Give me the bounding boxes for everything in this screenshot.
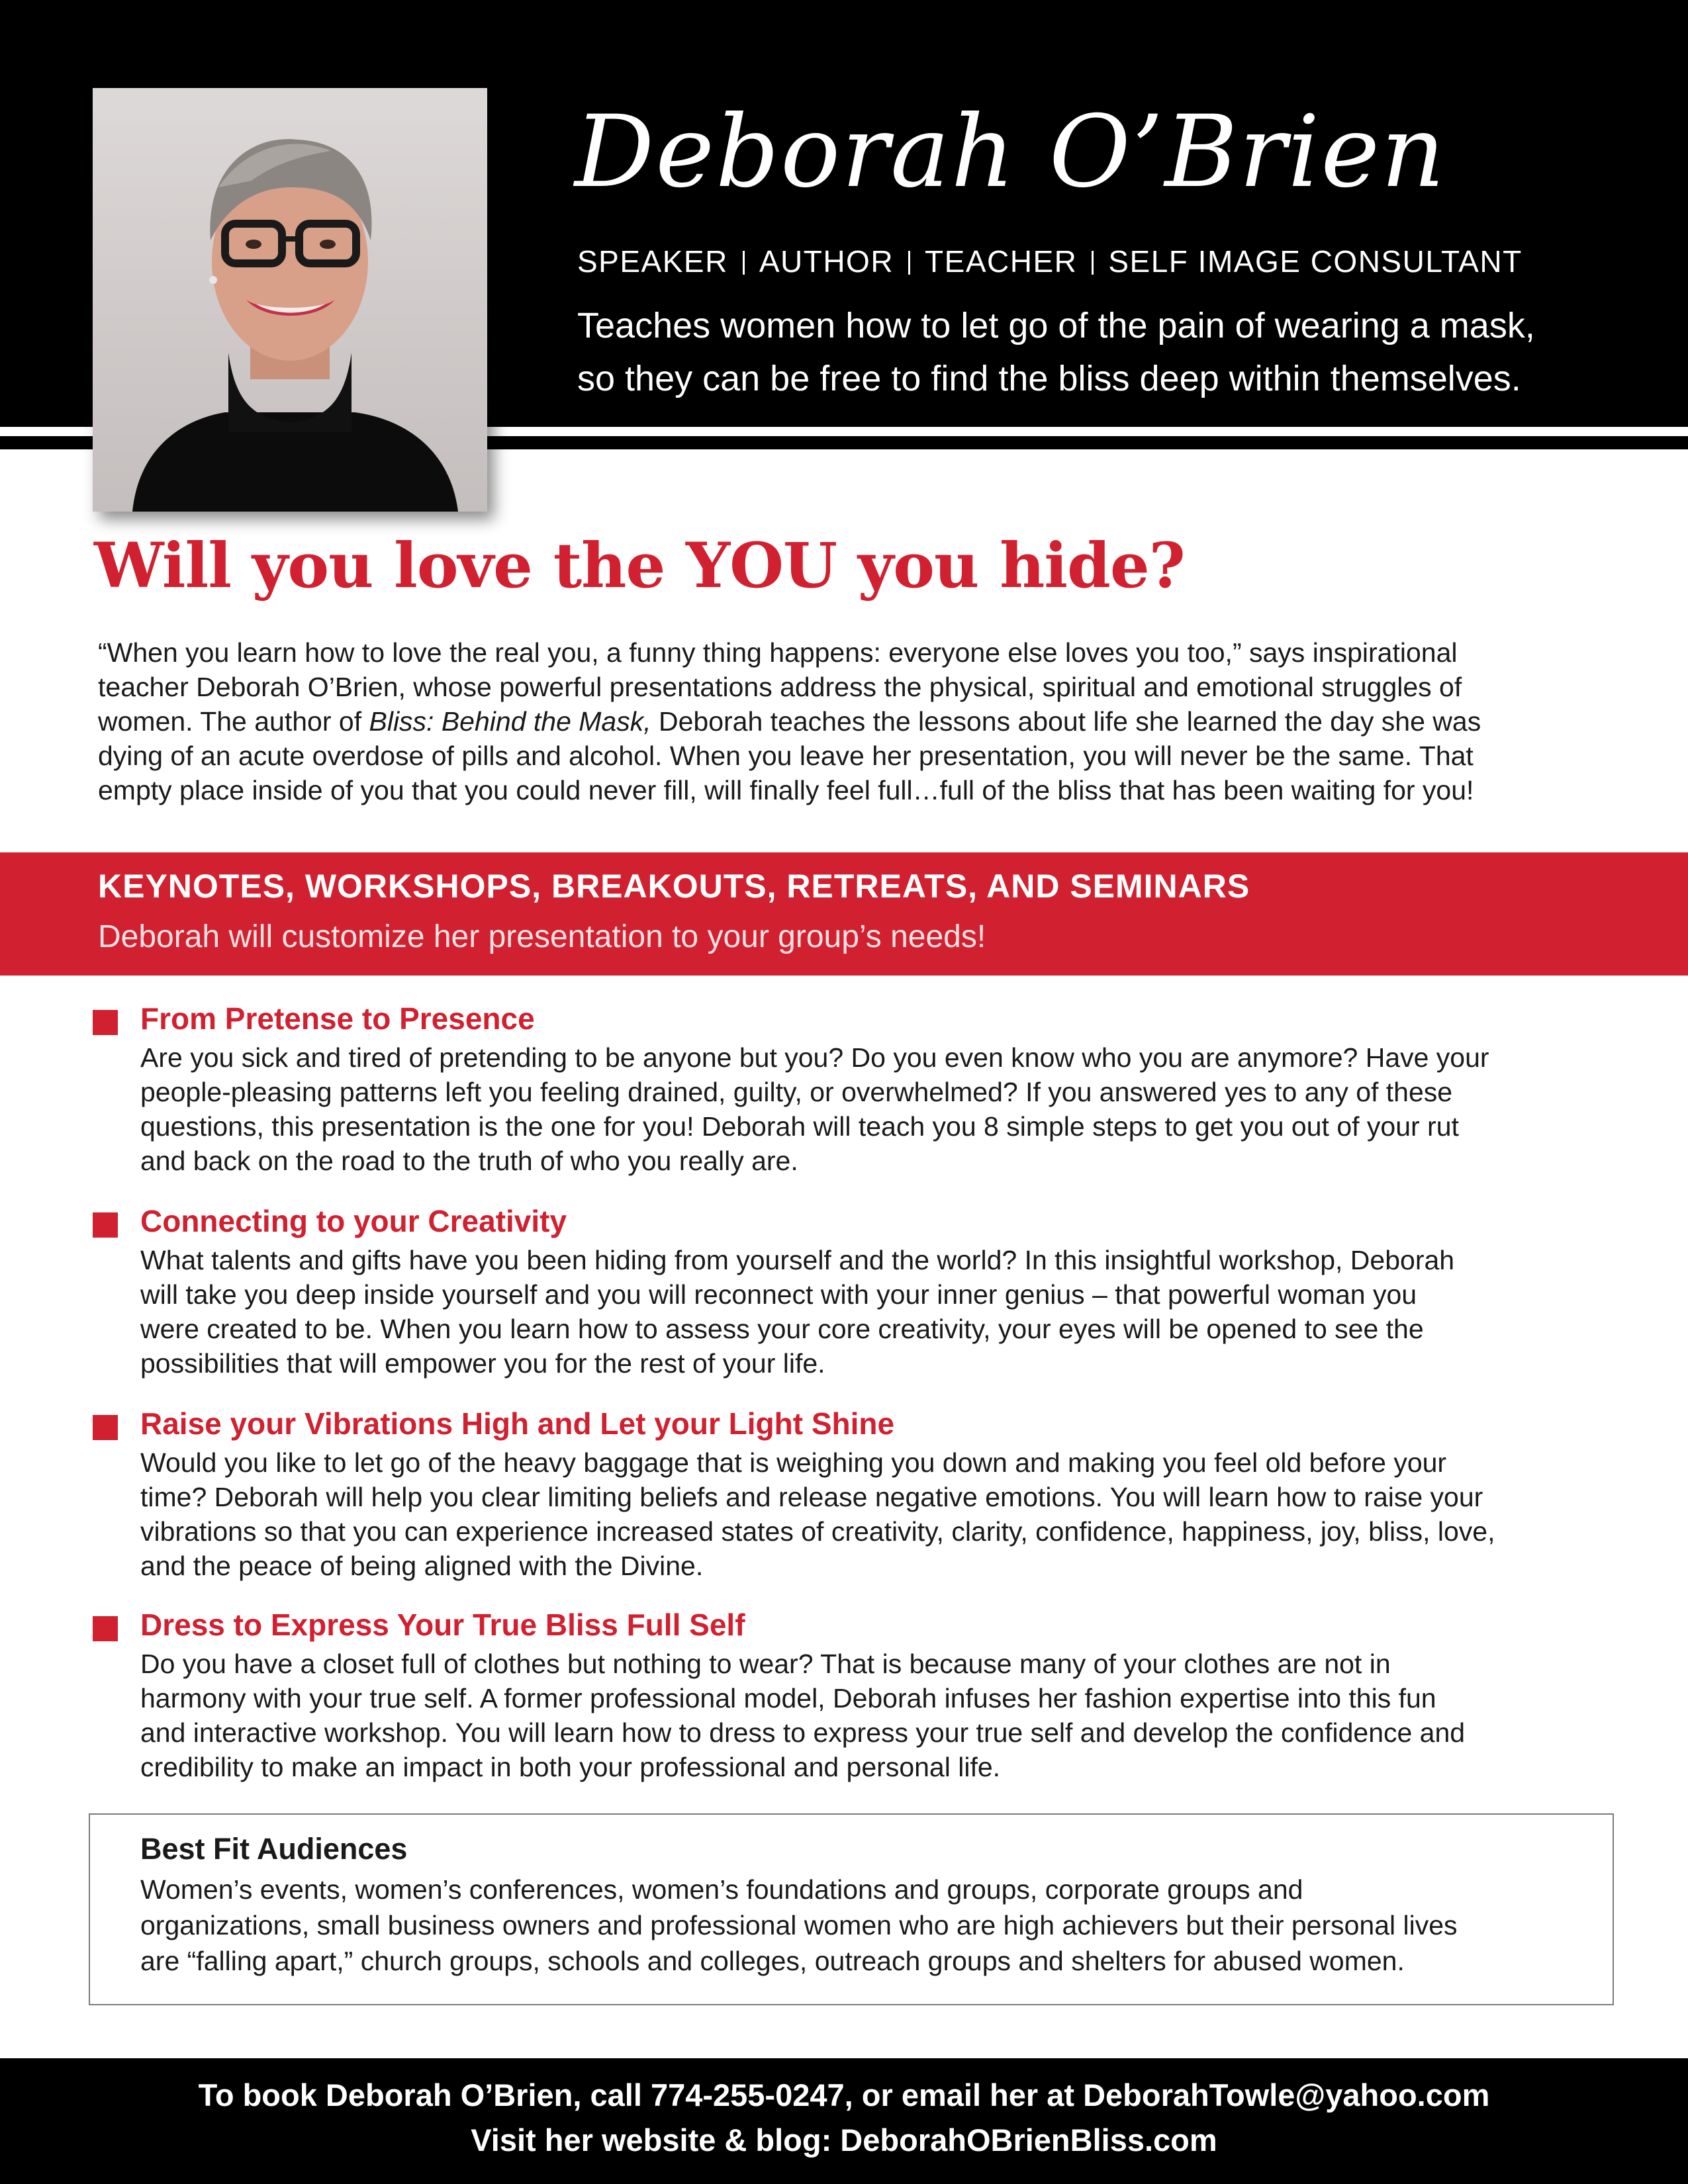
intro-paragraph <box>98 635 1620 807</box>
square-bullet-icon <box>93 1212 118 1238</box>
session-line: and back on the road to the truth of who you really are. <box>140 1146 798 1176</box>
session-line: will take you deep inside yourself and you will reconnect with your inner genius – that powerful woman you <box>140 1279 1417 1310</box>
footer-band <box>0 2058 1688 2184</box>
role-divider <box>743 251 745 275</box>
audiences-title: Best Fit Audiences <box>140 1832 408 1866</box>
session-line: people-pleasing patterns left you feeling drained, guilty, or overwhelmed? If you answered yes to any of these <box>140 1077 1453 1107</box>
session-title: Dress to Express Your True Bliss Full Self <box>140 1608 745 1642</box>
session-line: time? Deborah will help you clear limiting beliefs and release negative emotions. You will learn how to raise your <box>140 1482 1483 1512</box>
intro-line: empty place inside of you that you could never fill, will finally feel full…full of the bliss that has been waiting for you! <box>98 775 1474 805</box>
tagline-line: Teaches women how to let go of the pain of wearing a mask, <box>577 306 1535 345</box>
session-title: From Pretense to Presence <box>140 1001 535 1036</box>
session-line: What talents and gifts have you been hiding from yourself and the world? In this insightful workshop, Deborah <box>140 1245 1455 1275</box>
session-description <box>140 1040 1615 1178</box>
audiences-line: organizations, small business owners and professional women who are high achievers but their personal lives <box>140 1910 1458 1940</box>
role-item: SPEAKER <box>577 244 728 279</box>
role-item: AUTHOR <box>759 244 894 279</box>
session-line: and the peace of being aligned with the Divine. <box>140 1551 704 1581</box>
session-line: were created to be. When you learn how to assess your core creativity, your eyes will be opened to see the <box>140 1314 1424 1344</box>
intro-line: dying of an acute overdose of pills and alcohol. When you leave her presentation, you will never be the same. That <box>98 741 1474 771</box>
banner-subtitle: Deborah will customize her presentation to your group’s needs! <box>98 919 986 954</box>
session-title: Raise your Vibrations High and Let your Light Shine <box>140 1406 895 1441</box>
tagline-line: so they can be free to find the bliss deep within themselves. <box>577 359 1521 398</box>
intro-line: teacher Deborah O’Brien, whose powerful presentations address the physical, spiritual and emotional struggles of <box>98 672 1462 702</box>
tagline <box>577 299 1610 405</box>
session-description <box>140 1243 1615 1381</box>
banner-title: KEYNOTES, WORKSHOPS, BREAKOUTS, RETREATS, AND SEMINARS <box>98 868 1250 905</box>
role-divider <box>908 251 910 275</box>
intro-text: Deborah teaches the lessons about life she learned the day she was <box>651 706 1481 737</box>
session-line: Do you have a closet full of clothes but nothing to wear? That is because many of your clothes are not in <box>140 1649 1391 1679</box>
session-line: credibility to make an impact in both your professional and personal life. <box>140 1752 1001 1782</box>
portrait-photo <box>93 88 487 512</box>
square-bullet-icon <box>93 1415 118 1440</box>
intro-text: women. The author of <box>98 706 369 737</box>
session-line: Would you like to let go of the heavy baggage that is weighing you down and making you feel old before your <box>140 1447 1447 1478</box>
role-divider <box>1092 251 1094 275</box>
square-bullet-icon <box>93 1010 118 1035</box>
role-list <box>577 244 1523 279</box>
session-title: Connecting to your Creativity <box>140 1204 567 1238</box>
role-item: SELF IMAGE CONSULTANT <box>1108 244 1523 279</box>
session-line: and interactive workshop. You will learn how to dress to express your true self and develop the confidence and <box>140 1717 1466 1748</box>
website-link[interactable]: Visit her website & blog: DeborahOBrienBliss.com <box>471 2122 1217 2158</box>
speaker-name: Deborah O’Brien <box>575 95 1446 210</box>
intro-line-book <box>98 704 1620 739</box>
booking-contact: To book Deborah O’Brien, call 774-255-0247, or email her at DeborahTowle@yahoo.com <box>198 2077 1490 2113</box>
session-line: harmony with your true self. A former professional model, Deborah infuses her fashion expertise into this fun <box>140 1683 1436 1713</box>
book-title: Bliss: Behind the Mask, <box>369 706 651 737</box>
headline: Will you love the YOU you hide? <box>94 529 1185 602</box>
audiences-box <box>89 1813 1614 2005</box>
role-item: TEACHER <box>925 244 1078 279</box>
audiences-line: Women’s events, women’s conferences, women’s foundations and groups, corporate groups and <box>140 1874 1303 1905</box>
intro-line: “When you learn how to love the real you, a funny thing happens: everyone else loves you too,” says inspirational <box>98 637 1458 668</box>
audiences-line: are “falling apart,” church groups, schools and colleges, outreach groups and shelters for abused women. <box>140 1946 1405 1976</box>
square-bullet-icon <box>93 1616 118 1641</box>
session-line: possibilities that will empower you for the rest of your life. <box>140 1348 825 1379</box>
session-line: vibrations so that you can experience increased states of creativity, clarity, confidence, happiness, joy, bliss, love, <box>140 1516 1495 1547</box>
session-description <box>140 1647 1615 1784</box>
session-description <box>140 1445 1615 1583</box>
session-line: Are you sick and tired of pretending to be anyone but you? Do you even know who you are anymore? Have your <box>140 1042 1489 1073</box>
audiences-description <box>140 1872 1597 1979</box>
session-line: questions, this presentation is the one for you! Deborah will teach you 8 simple steps to get you out of your rut <box>140 1111 1459 1142</box>
